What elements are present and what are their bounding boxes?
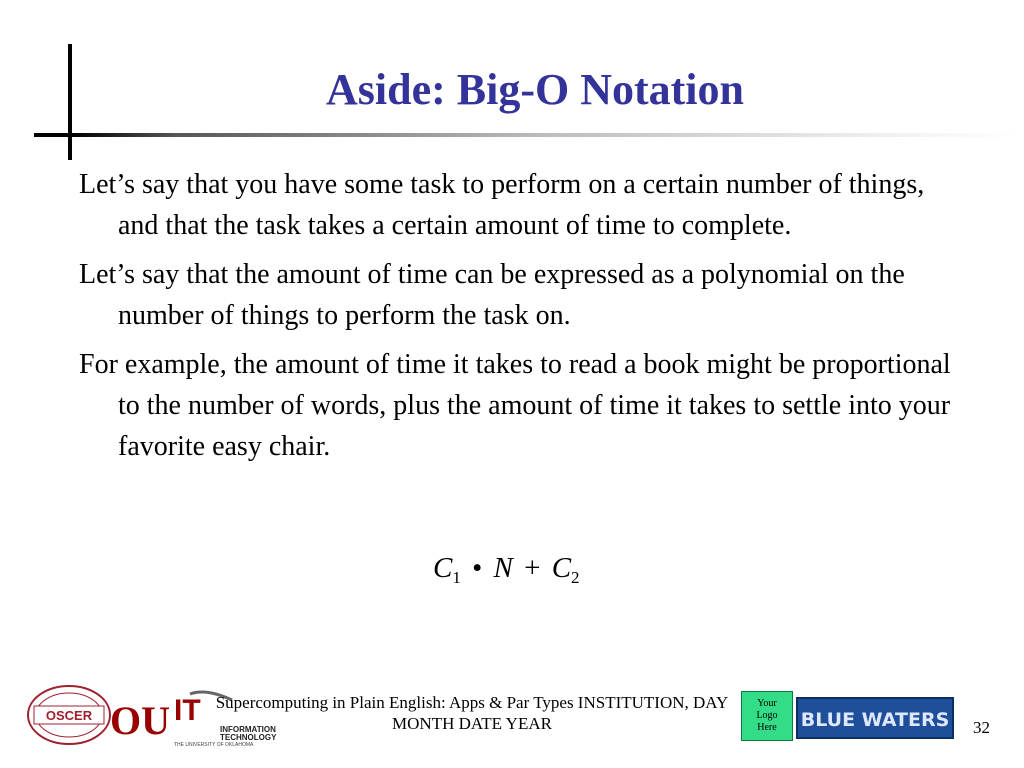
svg-text:OU: OU: [110, 698, 170, 743]
formula-c1: C: [433, 552, 453, 584]
big-o-formula: [433, 552, 580, 588]
osc-logo: [26, 684, 112, 746]
svg-text:IT: IT: [174, 694, 201, 727]
formula-n: N: [493, 552, 513, 584]
footer-text: [170, 692, 774, 734]
svg-text:INFORMATION: INFORMATION: [220, 725, 276, 734]
title-vertical-rule: [68, 44, 72, 160]
formula-c1-subscript: 1: [452, 568, 461, 587]
your-logo-placeholder: Your Logo Here: [741, 691, 793, 741]
ou-logo: [110, 688, 170, 746]
formula-c2-subscript: 2: [571, 568, 580, 587]
formula-plus: +: [524, 552, 541, 584]
svg-text:THE UNIVERSITY OF OKLAHOMA: THE UNIVERSITY OF OKLAHOMA: [174, 742, 254, 748]
svg-text:BLUE WATERS: BLUE WATERS: [800, 709, 950, 731]
slide-title: Aside: Big-O Notation: [326, 65, 744, 114]
bullet-paragraph: Let’s say that you have some task to perform on a certain number of things, and that the task takes a certain amount of time to complete.: [79, 169, 925, 241]
svg-text:OSCER: OSCER: [45, 708, 93, 723]
slide-body: [79, 164, 959, 475]
blue-waters-logo: [797, 698, 953, 738]
formula-multiply-dot: •: [472, 552, 483, 584]
formula-c2: C: [551, 552, 572, 584]
title-horizontal-rule: [34, 133, 1024, 137]
slide-number: 32: [973, 718, 990, 737]
bullet-paragraph: Let’s say that the amount of time can be expressed as a polynomial on the number of things to perform the task on.: [79, 259, 905, 331]
svg-text:TECHNOLOGY: TECHNOLOGY: [220, 733, 277, 742]
footer-text-line2: MONTH DATE YEAR: [392, 714, 552, 733]
footer-text-line1: Supercomputing in Plain English: Apps & Par Types INSTITUTION, DAY: [215, 693, 729, 712]
bullet-paragraph: For example, the amount of time it takes to read a book might be proportional to the number of words, plus the amount of time it takes to settle into your favorite easy chair.: [79, 349, 951, 462]
slide-footer: [0, 680, 1024, 768]
